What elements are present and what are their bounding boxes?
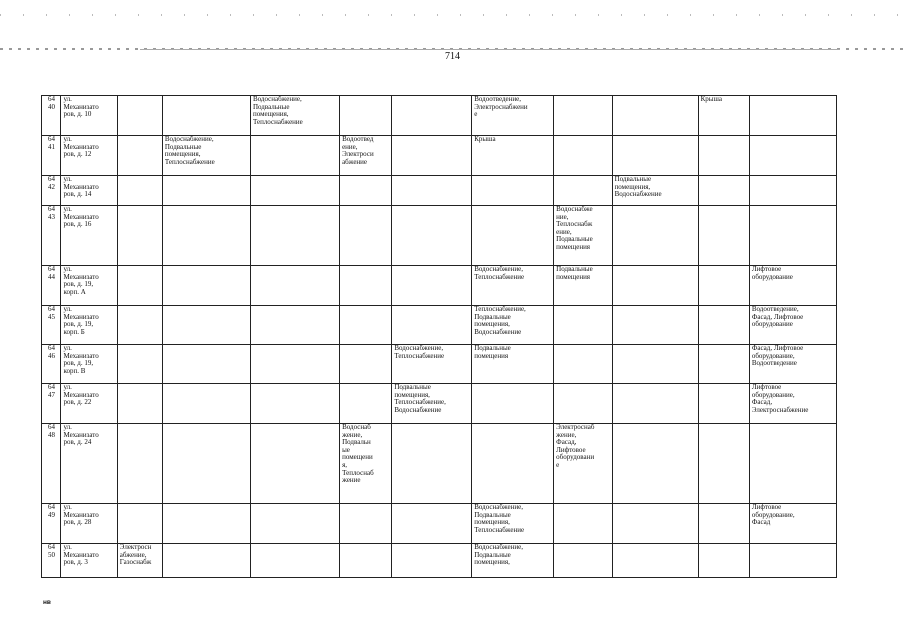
work-cell [698, 424, 749, 504]
work-cell [698, 266, 749, 306]
work-cell [749, 136, 836, 176]
work-cell [612, 345, 698, 384]
work-cell [392, 306, 472, 345]
work-cell [250, 504, 339, 544]
work-cell [340, 504, 392, 544]
work-cell [698, 345, 749, 384]
work-cell [392, 424, 472, 504]
work-cell [698, 206, 749, 266]
work-cell [340, 544, 392, 578]
work-cell: Лифтовое оборудование, Фасад, Электроснабжение [749, 384, 836, 424]
work-cell: Водоотведение, Фасад, Лифтовое оборудование [749, 306, 836, 345]
work-cell [162, 96, 250, 136]
work-cell [392, 504, 472, 544]
row-number: 64 41 [42, 136, 61, 176]
work-cell [162, 206, 250, 266]
work-cell [162, 266, 250, 306]
work-cell: Крыша [698, 96, 749, 136]
work-cell [554, 544, 612, 578]
row-number: 64 43 [42, 206, 61, 266]
work-cell [340, 384, 392, 424]
work-cell: Лифтовое оборудование, Фасад [749, 504, 836, 544]
work-cell [162, 306, 250, 345]
work-cell [117, 96, 162, 136]
table-row [42, 136, 837, 176]
table-row [42, 206, 837, 266]
work-cell [554, 176, 612, 206]
work-cell [117, 306, 162, 345]
row-number: 64 45 [42, 306, 61, 345]
work-cell [472, 424, 554, 504]
work-cell: Водоотведение, Электроснабжени е [472, 96, 554, 136]
work-cell: Электроснаб жение, Фасад, Лифтовое оборудовани е [554, 424, 612, 504]
row-address: ул. Механизато ров, д. 19, корп. А [61, 266, 117, 306]
work-cell [340, 176, 392, 206]
work-cell: Водоснабжение, Подвальные помещения, [472, 544, 554, 578]
work-cell [162, 544, 250, 578]
row-address: ул. Механизато ров, д. 19, корп. В [61, 345, 117, 384]
row-address: ул. Механизато ров, д. 3 [61, 544, 117, 578]
row-number: 64 47 [42, 384, 61, 424]
work-cell: Лифтовое оборудование [749, 266, 836, 306]
work-cell [117, 266, 162, 306]
work-cell [749, 206, 836, 266]
table-row [42, 306, 837, 345]
work-cell: Водоснабжение, Теплоснабжение [392, 345, 472, 384]
work-cell [340, 96, 392, 136]
row-number: 64 40 [42, 96, 61, 136]
work-cell: Подвальные помещения, Водоснабжение [612, 176, 698, 206]
work-cell [392, 206, 472, 266]
work-cell [117, 176, 162, 206]
work-cell [117, 504, 162, 544]
work-cell: Водоснабжение, Подвальные помещения, Теплоснабжение [250, 96, 339, 136]
work-cell: Подвальные помещения [472, 345, 554, 384]
work-cell: Водоснабжение, Теплоснабжение [472, 266, 554, 306]
work-cell [392, 136, 472, 176]
table-row [42, 266, 837, 306]
row-address: ул. Механизато ров, д. 24 [61, 424, 117, 504]
row-number: 64 44 [42, 266, 61, 306]
work-cell [250, 206, 339, 266]
work-cell [698, 136, 749, 176]
work-cell [554, 96, 612, 136]
table-body [42, 96, 837, 578]
work-cell [472, 384, 554, 424]
work-cell [612, 266, 698, 306]
work-cell [250, 345, 339, 384]
work-cell [554, 504, 612, 544]
row-number: 64 48 [42, 424, 61, 504]
row-address: ул. Механизато ров, д. 12 [61, 136, 117, 176]
row-address: ул. Механизато ров, д. 22 [61, 384, 117, 424]
work-cell [162, 504, 250, 544]
work-cell [554, 384, 612, 424]
work-cell: Водоснабжение, Подвальные помещения, Теплоснабжение [472, 504, 554, 544]
page-number: 714 [445, 51, 460, 62]
work-cell [749, 544, 836, 578]
work-cell [250, 176, 339, 206]
work-cell [117, 384, 162, 424]
work-cell: Водоснаб жение, Подвальн ые помещени я, Теплоснаб жение [340, 424, 392, 504]
work-cell: Теплоснабжение, Подвальные помещения, Водоснабжение [472, 306, 554, 345]
work-cell [340, 345, 392, 384]
work-cell [250, 424, 339, 504]
work-cell [749, 424, 836, 504]
work-cell [612, 206, 698, 266]
work-cell [554, 136, 612, 176]
work-cell [749, 96, 836, 136]
work-cell [250, 266, 339, 306]
table-row [42, 96, 837, 136]
scan-speckles [0, 14, 905, 16]
work-cell [612, 424, 698, 504]
table-row [42, 384, 837, 424]
work-cell [340, 306, 392, 345]
work-cell [554, 306, 612, 345]
work-cell [117, 345, 162, 384]
row-address: ул. Механизато ров, д. 16 [61, 206, 117, 266]
row-number: 64 46 [42, 345, 61, 384]
work-cell [612, 306, 698, 345]
table-row [42, 504, 837, 544]
work-cell [612, 136, 698, 176]
work-cell [117, 424, 162, 504]
work-cell: Крыша [472, 136, 554, 176]
work-cell: Водоснабжение, Подвальные помещения, Теплоснабжение [162, 136, 250, 176]
work-cell [340, 266, 392, 306]
work-cell [117, 136, 162, 176]
work-cell [392, 544, 472, 578]
table-row [42, 424, 837, 504]
work-cell [612, 544, 698, 578]
row-address: ул. Механизато ров, д. 10 [61, 96, 117, 136]
work-cell [250, 306, 339, 345]
work-cell [698, 504, 749, 544]
row-number: 64 49 [42, 504, 61, 544]
work-cell [392, 176, 472, 206]
work-cell [162, 345, 250, 384]
work-cell: Водоотвед ение, Электроси абжение [340, 136, 392, 176]
work-cell [749, 176, 836, 206]
work-cell [612, 96, 698, 136]
work-cell: Подвальные помещения [554, 266, 612, 306]
row-address: ул. Механизато ров, д. 14 [61, 176, 117, 206]
work-cell: Электросн абжение, Газоснабж [117, 544, 162, 578]
work-cell [698, 176, 749, 206]
works-table [41, 95, 837, 578]
work-cell: Подвальные помещения, Теплоснабжение, Водоснабжение [392, 384, 472, 424]
work-cell [250, 384, 339, 424]
row-address: ул. Механизато ров, д. 19, корп. Б [61, 306, 117, 345]
work-cell [250, 136, 339, 176]
row-number: 64 50 [42, 544, 61, 578]
work-cell: Фасад, Лифтовое оборудование, Водоотведение [749, 345, 836, 384]
work-cell [472, 206, 554, 266]
header-rule [140, 49, 840, 50]
work-cell [250, 544, 339, 578]
work-cell [117, 206, 162, 266]
row-number: 64 42 [42, 176, 61, 206]
work-cell [162, 384, 250, 424]
table-row [42, 544, 837, 578]
work-cell [698, 306, 749, 345]
work-cell [392, 266, 472, 306]
table-row [42, 176, 837, 206]
work-cell [392, 96, 472, 136]
work-cell [340, 206, 392, 266]
work-cell [698, 544, 749, 578]
work-cell [472, 176, 554, 206]
work-cell [162, 176, 250, 206]
work-cell [612, 504, 698, 544]
work-cell: Водоснабже ние, Теплоснабж ение, Подвальные помещения [554, 206, 612, 266]
table-row [42, 345, 837, 384]
work-cell [698, 384, 749, 424]
work-cell [612, 384, 698, 424]
row-address: ул. Механизато ров, д. 28 [61, 504, 117, 544]
work-cell [162, 424, 250, 504]
footer-mark: нв [43, 599, 51, 606]
work-cell [554, 345, 612, 384]
